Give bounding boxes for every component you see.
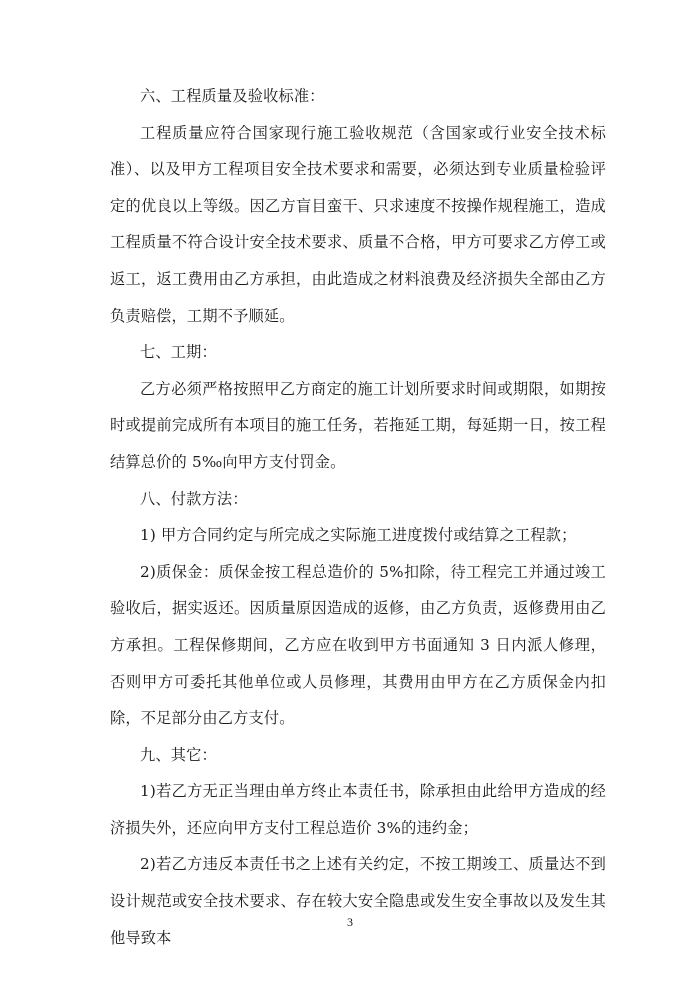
paragraph-other-item-2: 2)若乙方违反本责任书之上述有关约定，不按工期竣工、质量达不到设计规范或安全技术要求、存在较大安全隐患或发生安全事故以及发生其他导致本 [110,855,606,947]
paragraph-other-item-1: 1)若乙方无正当理由单方终止本责任书，除承担由此给甲方造成的经济损失外，还应向甲方支付工程总造价 3%的违约金； [110,782,606,837]
paragraph-construction-period: 乙方必须严格按照甲乙方商定的施工计划所要求时间或期限，如期按时或提前完成所有本项目的施工任务，若拖延工期，每延期一日，按工程结算总价的 5‰向甲方支付罚金。 [110,379,606,471]
heading-other: 九、其它： [140,745,217,764]
paragraph-quality-standard: 工程质量应符合国家现行施工验收规范（含国家或行业安全技术标准）、以及甲方工程项目安全技术要求和需要，必须达到专业质量检验评定的优良以上等级。因乙方盲目蛮干、只求速度不按操作规程施工，造成工程质量不符合设计安全技术要求、质量不合格，甲方可要求乙方停工或返工，返工费用由乙方承担，由此造成之材料浪费及经济损失全部由乙方负责赔偿，工期不予顺延。 [110,123,606,325]
heading-payment-method: 八、付款方法： [140,489,248,508]
paragraph-payment-item-2: 2)质保金：质保金按工程总造价的 5%扣除，待工程完工并通过竣工验收后，据实返还。因质量原因造成的返修，由乙方负责，返修费用由乙方承担。工程保修期间，乙方应在收到甲方书面通知 3 日内派人修理，否则甲方可委托其他单位或人员修理，其费用由甲方在乙方质保金内扣除，不足部分由乙方支付。 [110,562,606,728]
heading-construction-period: 七、工期： [140,343,217,362]
heading-quality-standard: 六、工程质量及验收标准： [140,87,325,105]
document-body [110,78,606,956]
paragraph-payment-item-1: 1) 甲方合同约定与所完成之实际施工进度拨付或结算之工程款； [140,526,577,545]
page-number: 3 [347,915,353,929]
